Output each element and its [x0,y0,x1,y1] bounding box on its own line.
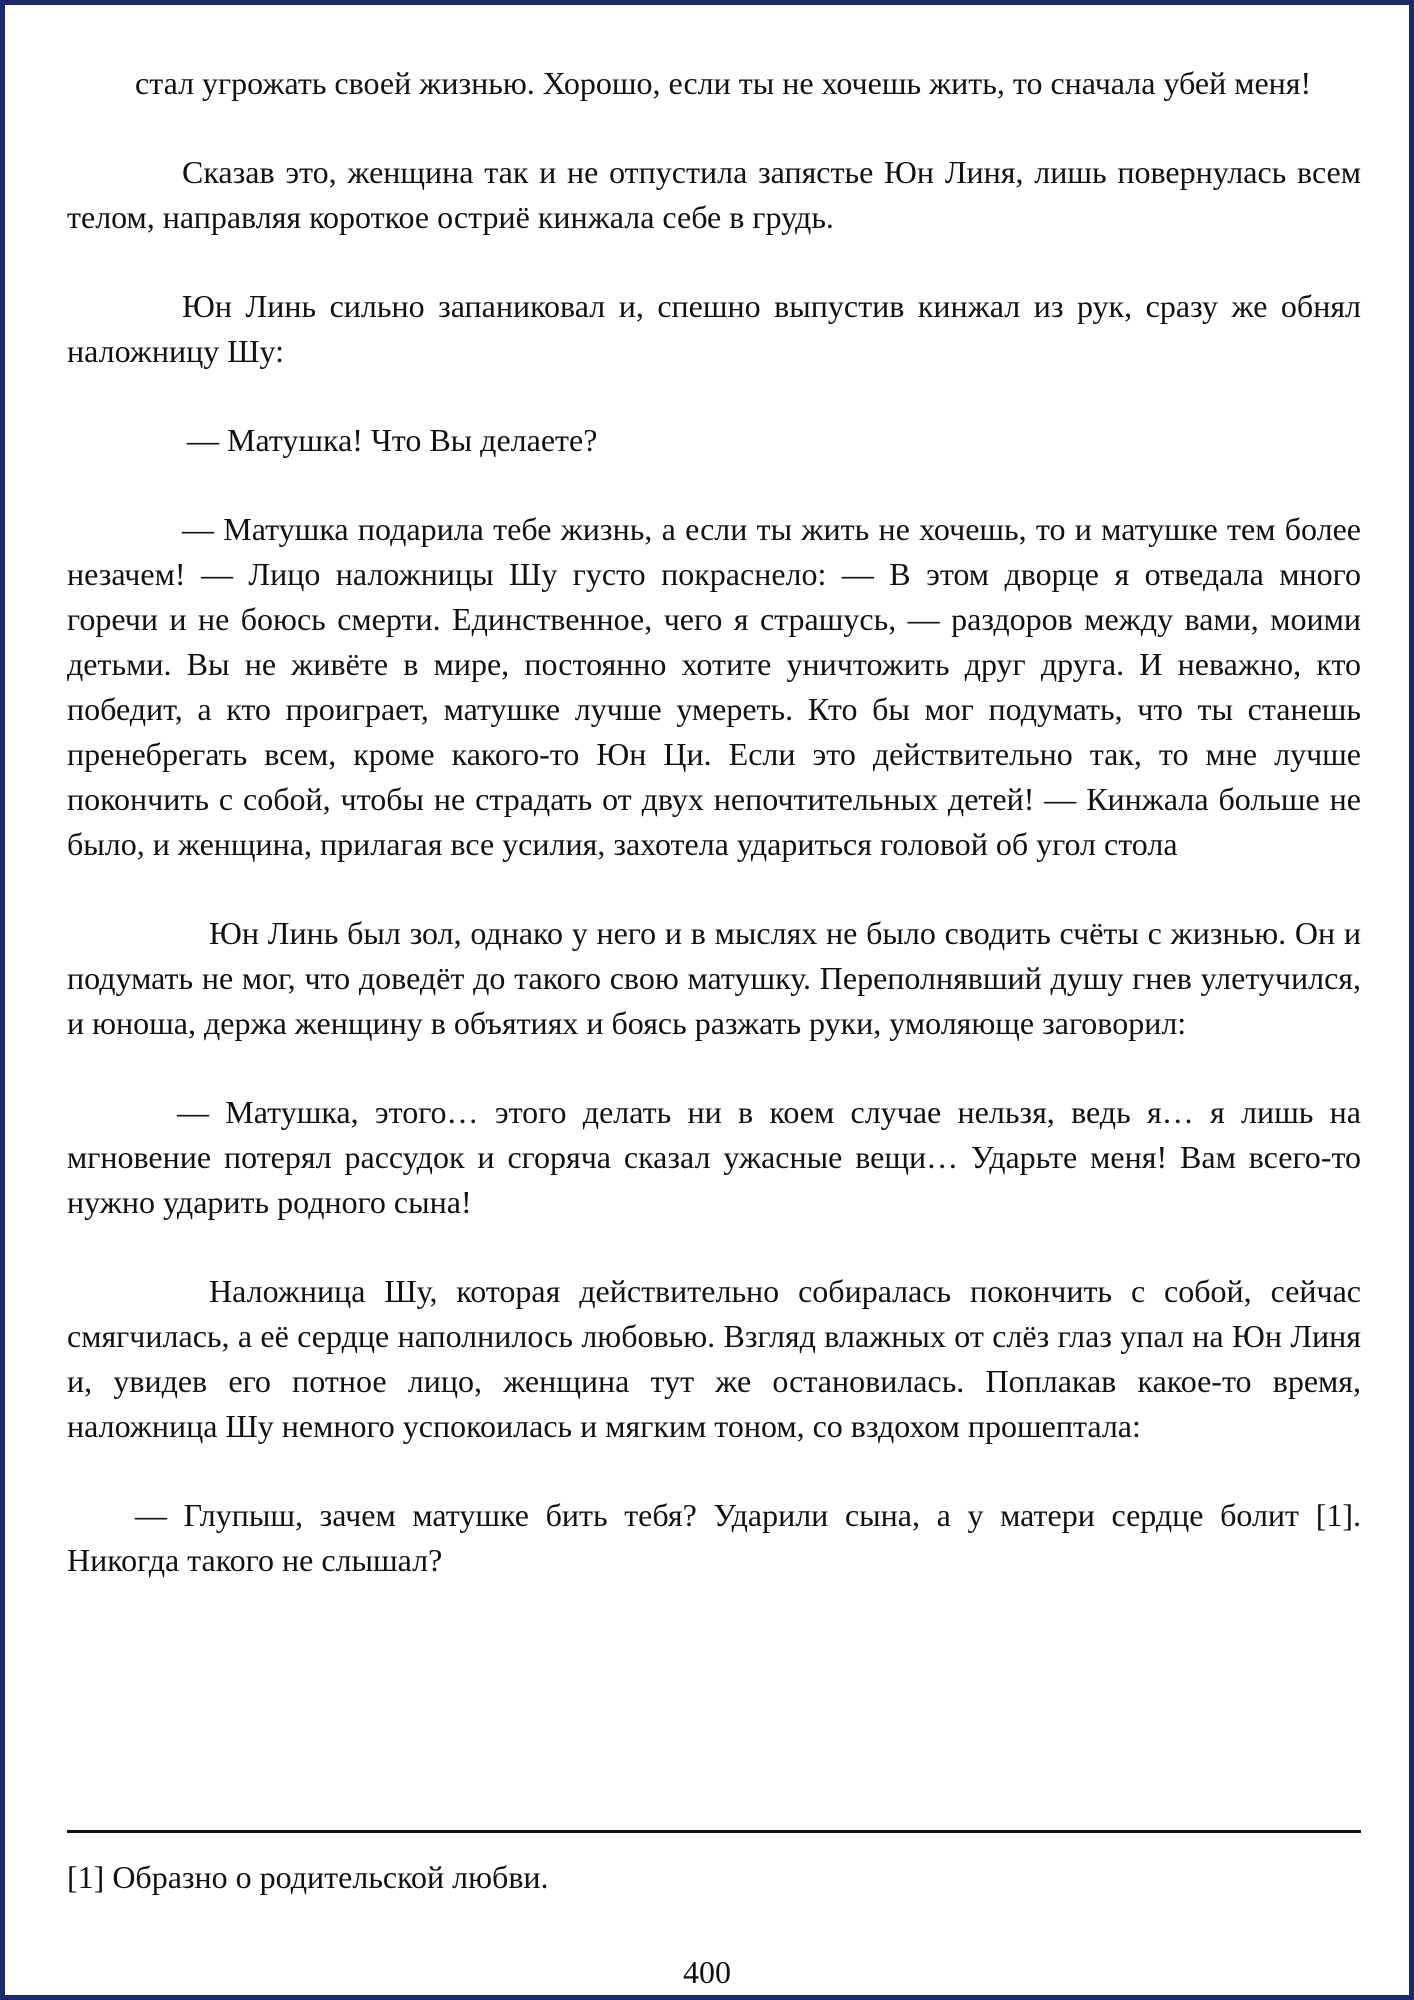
paragraph: — Матушка! Что Вы делаете? [187,422,598,458]
paragraph: — Матушка подарила тебе жизнь, а если ты жить не хочешь, то и матушке тем более незачем! — Лицо наложницы Шу густо покраснело: — В этом дворце я отведала много горечи и не боюсь смерти. Единственное, чего я страшусь, — раздоров между вами, моими детьми. Вы не живёте в мире, постоянно хотите уничтожить друг друга. И неважно, кто победит, а кто проиграет, матушке лучше умереть. Кто бы мог подумать, что ты станешь пренебрегать всем, кроме какого-то Юн Ци. Если это действительно так, то мне лучше покончить с собой, чтобы не страдать от двух непочтительных детей! — Кинжала больше не было, и женщина, прилагая все усилия, захотела удариться головой об угол стола [67,511,1361,862]
paragraph: Юн Линь был зол, однако у него и в мыслях не было сводить счёты с жизнью. Он и подумать не мог, что доведёт до такого свою матушку. Переполнявший душу гнев улетучился, и юноша, держа женщину в объятиях и боясь разжать руки, умоляюще заговорил: [67,915,1361,1041]
paragraph: Сказав это, женщина так и не отпустила запястье Юн Линя, лишь повернулась всем телом, направляя короткое остриё кинжала себе в грудь. [67,154,1361,235]
paragraph: стал угрожать своей жизнью. Хорошо, если ты не хочешь жить, то сначала убей меня! [135,65,1312,101]
footnote-divider [67,1830,1361,1833]
paragraph: Юн Линь сильно запаниковал и, спешно выпустив кинжал из рук, сразу же обнял наложницу Шу: [67,288,1361,369]
paragraph: — Глупыш, зачем матушке бить тебя? Ударили сына, а у матери сердце болит [1]. Никогда такого не слышал? [67,1497,1361,1578]
page-number: 400 [683,1954,731,1990]
paragraph: — Матушка, этого… этого делать ни в коем случае нельзя, ведь я… я лишь на мгновение потерял рассудок и сгоряча сказал ужасные вещи… Ударьте меня! Вам всего-то нужно ударить родного сына! [67,1094,1361,1220]
footnote: [1] Образно о родительской любви. [67,1859,549,1895]
paragraph: Наложница Шу, которая действительно собиралась покончить с собой, сейчас смягчилась, а её сердце наполнилось любовью. Взгляд влажных от слёз глаз упал на Юн Линя и, увидев его потное лицо, женщина тут же остановилась. Поплакав какое-то время, наложница Шу немного успокоилась и мягким тоном, со вздохом прошептала: [67,1273,1361,1444]
page-body [67,61,1361,1627]
